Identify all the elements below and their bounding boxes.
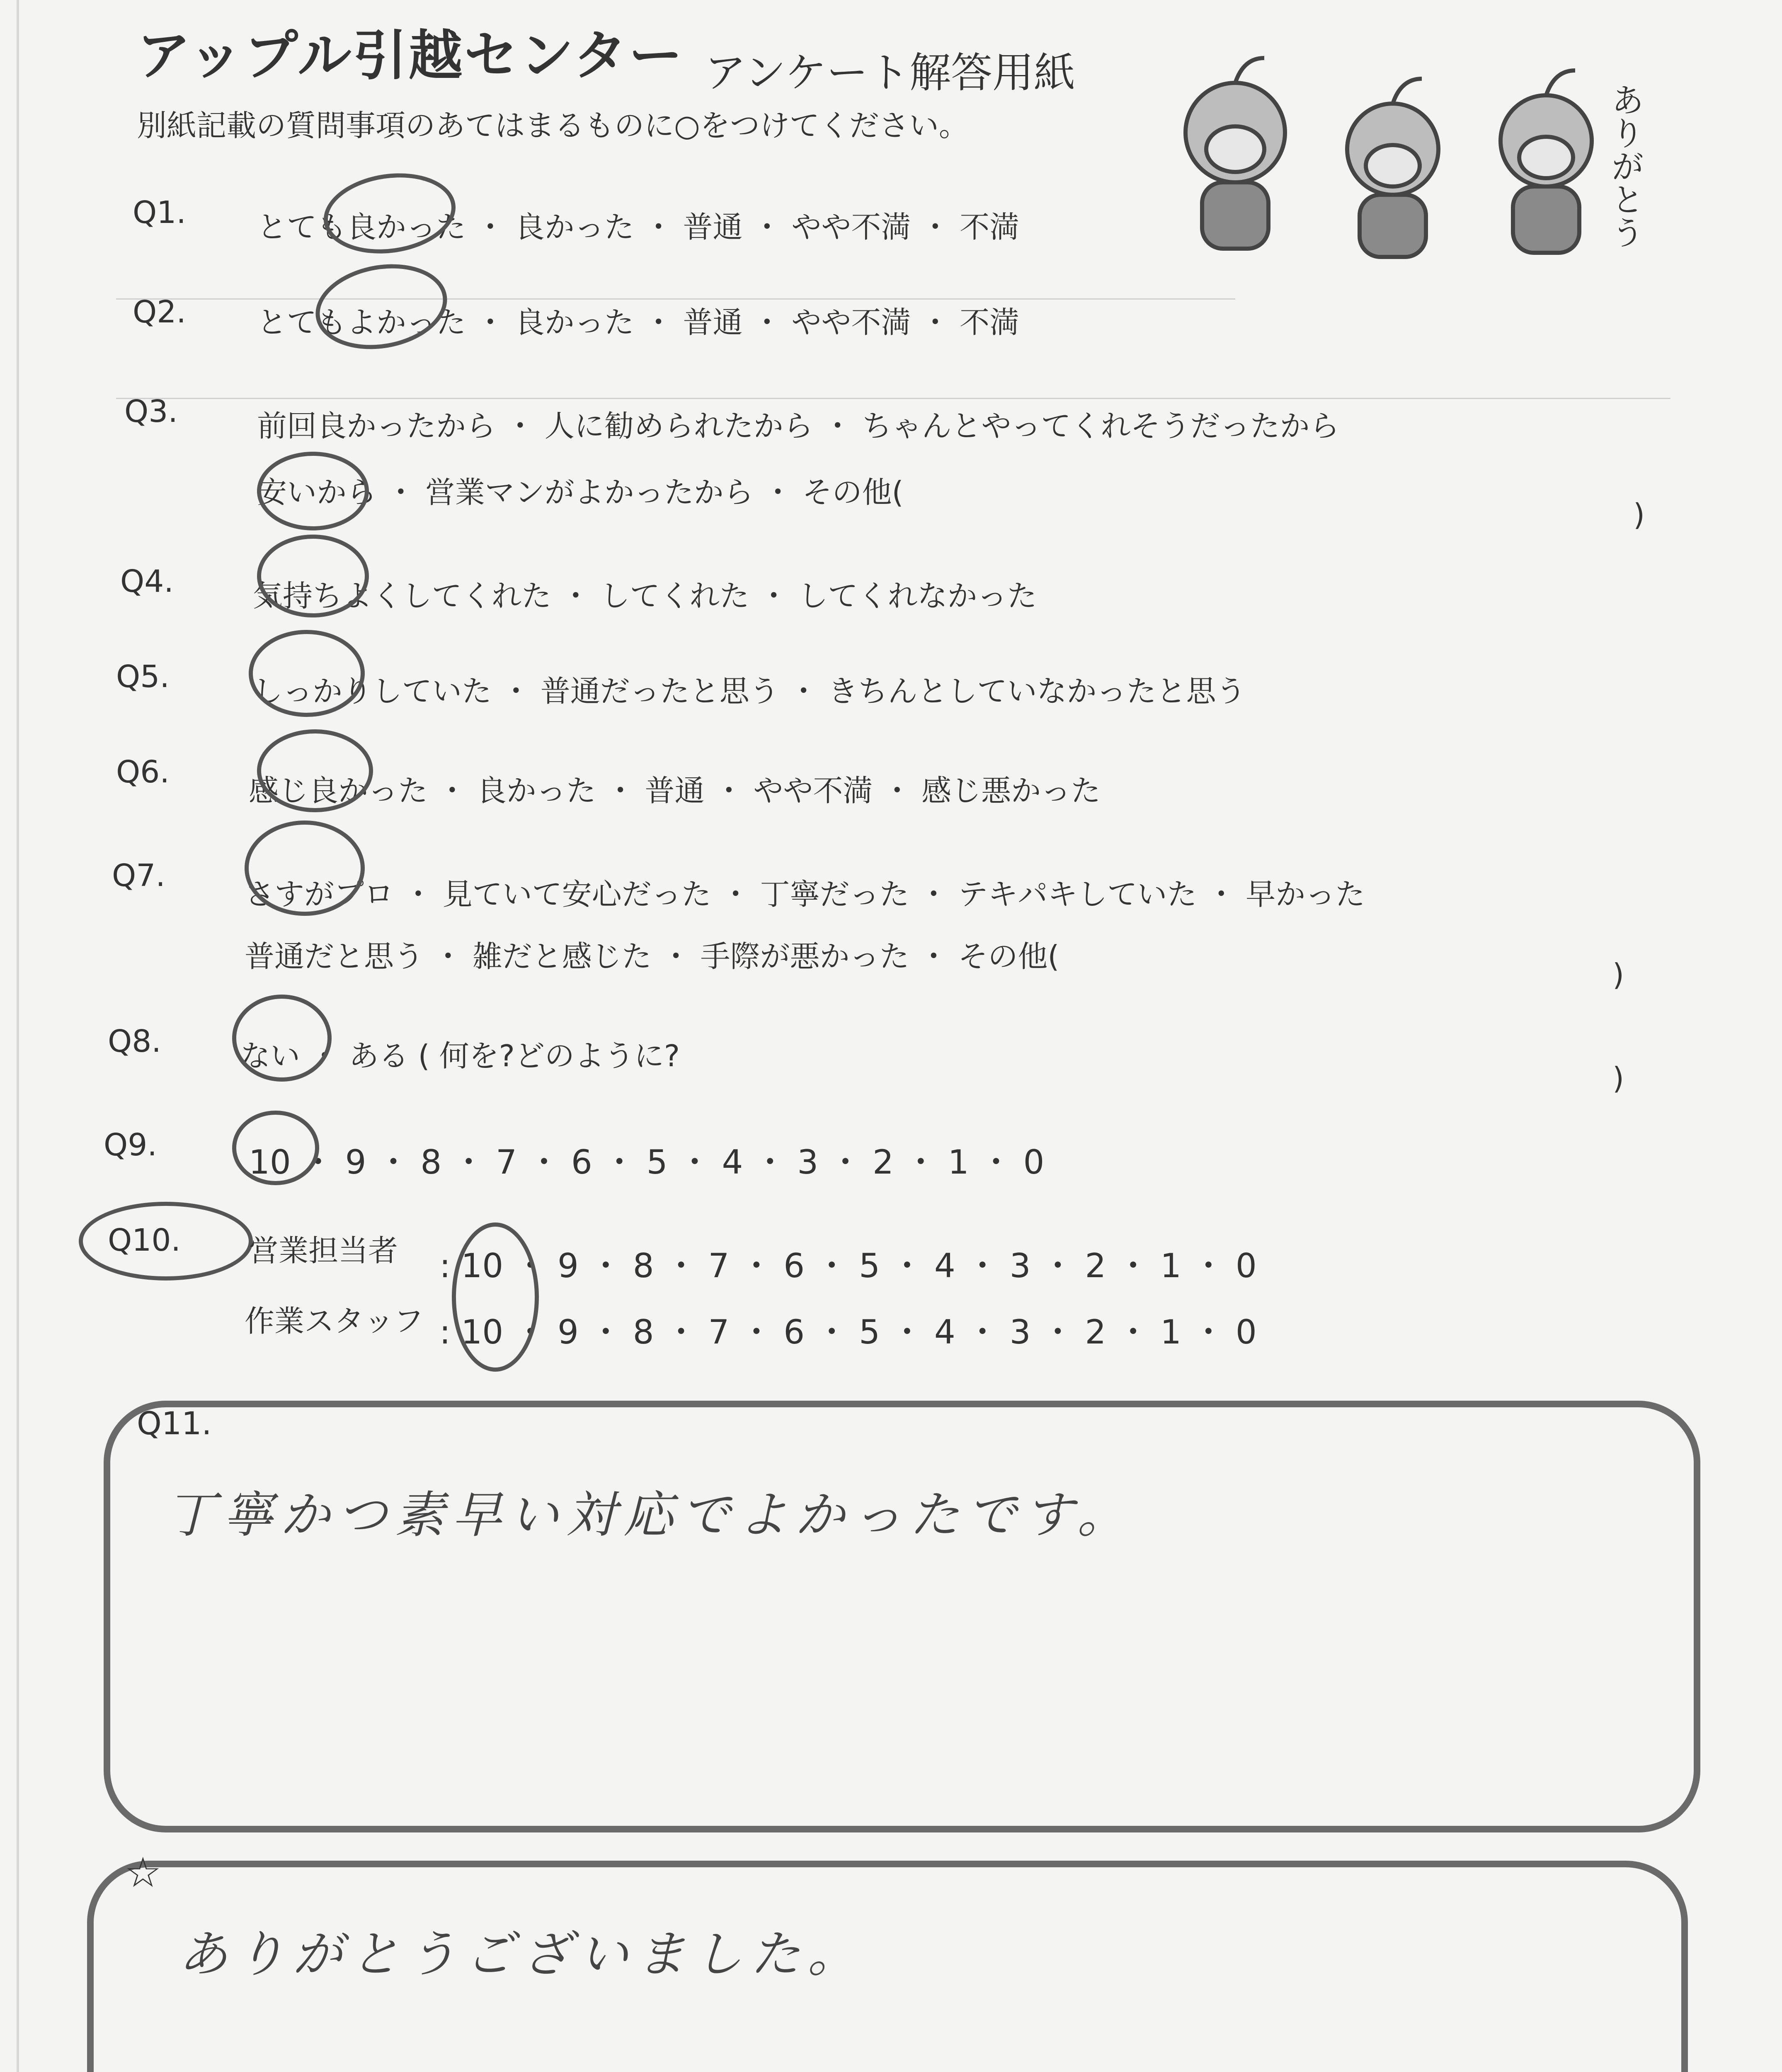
sheet-edge [17,0,19,2072]
answer-circle [257,452,369,530]
q7-options-line2: 普通だと思う ・ 雑だと感じた ・ 手際が悪かった ・ その他( [245,939,1060,974]
q6-options: 感じ良かった ・ 良かった ・ 普通 ・ やや不満 ・ 感じ悪かった [249,773,1101,808]
answer-circle [232,1111,319,1185]
thanks-handwritten-comment: ありがとうございました。 [178,1926,865,1983]
company-title: アップル引越センター [137,24,684,87]
form-subtitle: アンケート解答用紙 [705,48,1075,97]
q6-number: Q6. [116,754,170,790]
q10-staff-scale: : 10 ・ 9 ・ 8 ・ 7 ・ 6 ・ 5 ・ 4 ・ 3 ・ 2 ・ 1 ・ 0 [439,1313,1257,1351]
q11-label: Q11. [137,1405,212,1442]
q10-staff-label: 作業スタッフ [245,1304,424,1339]
q2-number: Q2. [133,294,186,330]
form-instruction: 別紙記載の質問事項のあてはまるものに○をつけてください。 [137,108,969,143]
q4-number: Q4. [120,564,174,599]
q3-close-paren: ) [1633,497,1645,532]
q11-comment-box[interactable] [104,1401,1700,1832]
answer-circle [452,1222,539,1372]
q7-options-line1: さすがプロ ・ 見ていて安心だった ・ 丁寧だった ・ テキパキしていた ・ 早かった [245,877,1365,912]
q3-number: Q3. [124,394,178,429]
q8-close-paren: ) [1612,1061,1624,1096]
answer-circle [318,165,461,262]
q5-options: しっかりしていた ・ 普通だったと思う ・ きちんとしていなかったと思う [253,674,1246,709]
answer-circle [232,995,332,1082]
answer-circle [257,535,369,617]
q10-number: Q10. [108,1222,181,1258]
q2-options: とてもよかった ・ 良かった ・ 普通 ・ やや不満 ・ 不満 [257,305,1020,340]
q3-options-line1: 前回良かったから ・ 人に勧められたから ・ ちゃんとやってくれそうだったから [257,409,1340,443]
q1-number: Q1. [133,195,186,230]
answer-circle [79,1202,253,1280]
thanks-art-text: ありがとう [1605,83,1644,249]
answer-circle [245,821,365,916]
q10-sales-label: 営業担当者 [249,1233,398,1268]
q11-handwritten-comment: 丁寧かつ素早い対応でよかったです。 [166,1486,1135,1544]
q8-options: ない ・ ある ( 何を?どのように? [240,1038,680,1073]
divider [116,398,1670,399]
star-label: ☆ [124,1848,162,1897]
q10-sales-scale: : 10 ・ 9 ・ 8 ・ 7 ・ 6 ・ 5 ・ 4 ・ 3 ・ 2 ・ 1 ・ 0 [439,1247,1257,1285]
q7-number: Q7. [112,858,165,893]
answer-circle [309,254,454,359]
answer-circle [257,729,373,812]
q1-options: とても良かった ・ 良かった ・ 普通 ・ やや不満 ・ 不満 [257,210,1020,244]
q8-number: Q8. [108,1024,161,1059]
answer-circle [249,630,365,717]
q7-close-paren: ) [1612,957,1624,992]
q4-options: 気持ちよくしてくれた ・ してくれた ・ してくれなかった [253,579,1037,613]
q9-number: Q9. [104,1127,157,1163]
q9-scale: 10 ・ 9 ・ 8 ・ 7 ・ 6 ・ 5 ・ 4 ・ 3 ・ 2 ・ 1 ・ 0 [249,1143,1045,1181]
monkey-mascot-illustration [1152,46,1704,278]
q3-options-line2: 安いから ・ 営業マンがよかったから ・ その他( [257,475,904,510]
q5-number: Q5. [116,659,170,695]
